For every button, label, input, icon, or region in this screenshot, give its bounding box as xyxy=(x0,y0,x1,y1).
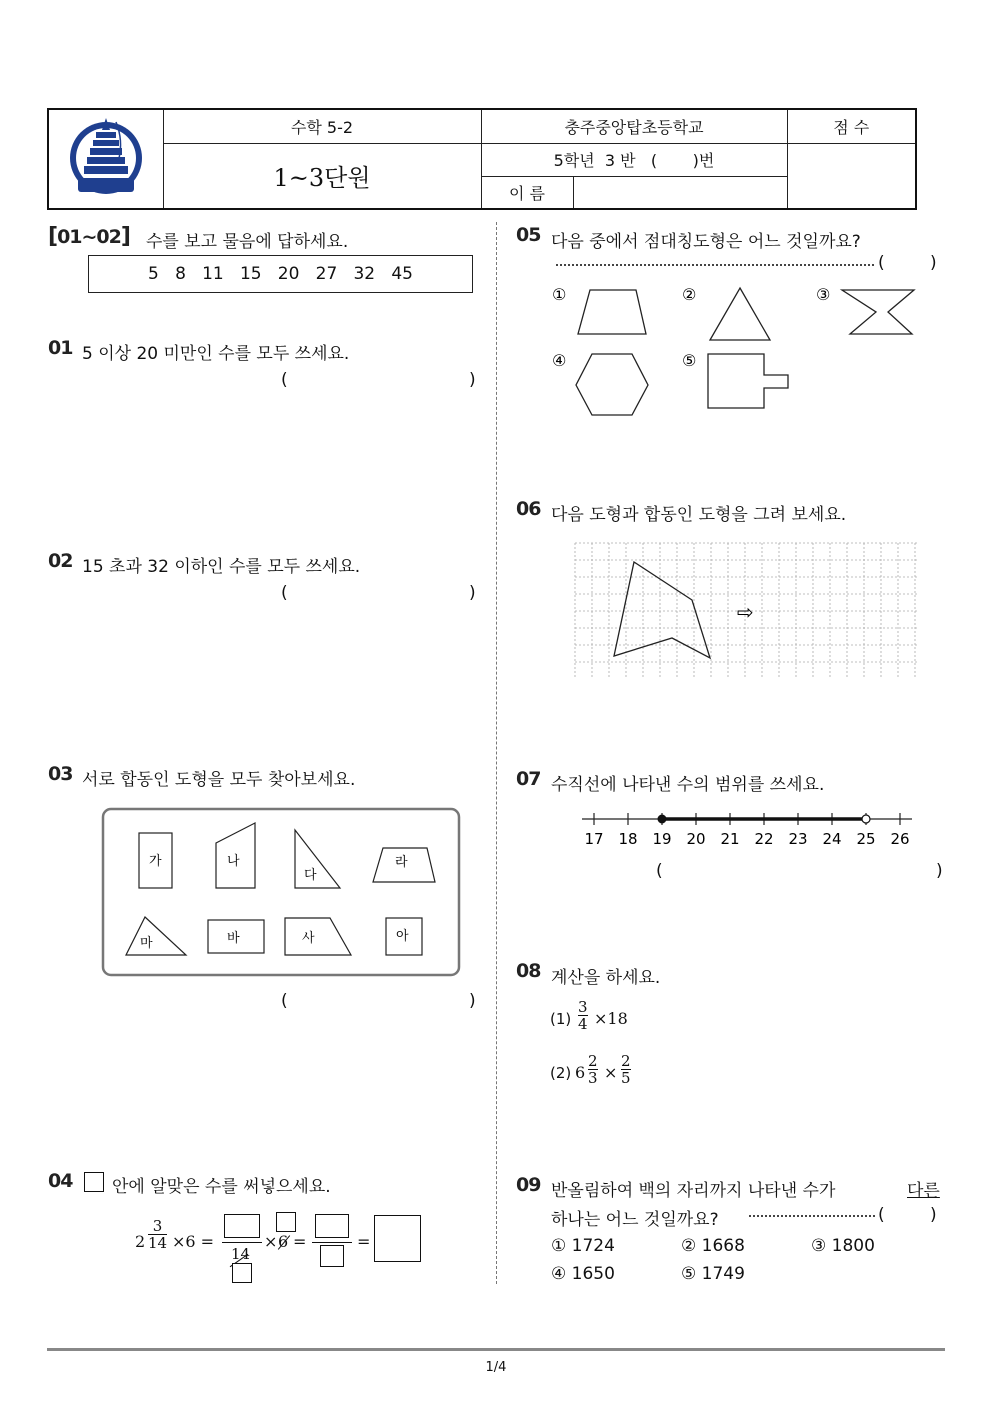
q08-p1-num: 3 xyxy=(578,998,588,1016)
shape-na-label: 나 xyxy=(227,854,240,869)
q05-bowtie xyxy=(842,290,914,334)
shape-a-label: 아 xyxy=(396,929,409,944)
q08-p1-fraction xyxy=(578,999,588,1032)
q09-text-2: 하나는 어느 것일까요? xyxy=(551,1210,719,1230)
q05-dotted-leader xyxy=(556,264,874,266)
shape-ra-label: 라 xyxy=(395,855,408,870)
q05-label-1: ① xyxy=(552,285,567,304)
q07-tick-label: 24 xyxy=(822,830,842,848)
q04-eq-1: = xyxy=(293,1232,307,1251)
name-input-cell[interactable] xyxy=(573,176,787,209)
q09-number: 09 xyxy=(516,1174,541,1196)
q08-p1-rest: ×18 xyxy=(594,1009,628,1028)
q04-blank-3[interactable] xyxy=(276,1212,296,1232)
q02-text: 15 초과 32 이하인 수를 모두 쓰세요. xyxy=(82,557,361,577)
q01-answer-close: ) xyxy=(469,370,476,390)
q04-blank-answer[interactable] xyxy=(374,1215,421,1262)
q03-answer-close: ) xyxy=(469,991,476,1011)
q06-original-shape xyxy=(614,562,710,658)
q08-p2-label: (2) xyxy=(550,1064,572,1082)
q09-option-4[interactable]: ④ 1650 xyxy=(551,1264,615,1284)
q07-answer-open: ( xyxy=(656,861,663,881)
q09-answer-close: ) xyxy=(930,1205,937,1225)
q06-number: 06 xyxy=(516,498,541,520)
q06-arrow-icon: ⇨ xyxy=(737,600,754,624)
q04-denominator: 14 xyxy=(148,1234,168,1252)
q05-label-3: ③ xyxy=(816,285,831,304)
class-cell: 5학년 3 반 ( )번 xyxy=(481,143,787,176)
q08-text: 계산을 하세요. xyxy=(551,968,661,988)
q04-blank-1[interactable] xyxy=(224,1214,260,1238)
q09-answer-open: ( xyxy=(878,1205,885,1225)
q08-p2-whole: 6 xyxy=(575,1063,586,1082)
name-label-cell: 이 름 xyxy=(481,176,573,209)
q07-number: 07 xyxy=(516,768,541,790)
footer-rule xyxy=(47,1348,945,1351)
q07-tick-label: 19 xyxy=(652,830,672,848)
score-label-cell: 점 수 xyxy=(787,109,916,143)
q02-answer-close: ) xyxy=(469,583,476,603)
q04-blank-icon xyxy=(84,1172,104,1192)
q08-number: 08 xyxy=(516,960,541,982)
shape-ga-label: 가 xyxy=(149,854,162,869)
q04-number: 04 xyxy=(48,1170,73,1192)
q05-shapes xyxy=(548,282,928,416)
q07-number-line xyxy=(580,806,916,854)
q04-frac-bar-2 xyxy=(312,1242,352,1243)
q09-option-1[interactable]: ① 1724 xyxy=(551,1236,615,1256)
q05-flag-shape xyxy=(708,354,788,408)
unit-cell xyxy=(163,143,481,209)
q03-answer-field[interactable] xyxy=(295,987,465,1015)
q02-answer-open: ( xyxy=(281,583,288,603)
q04-blank-4[interactable] xyxy=(315,1214,349,1238)
q07-closed-point xyxy=(658,815,666,823)
q07-tick-label: 17 xyxy=(584,830,604,848)
number-box xyxy=(88,255,473,293)
q08-p2-den2: 5 xyxy=(621,1069,631,1087)
q04-frac-bar-1 xyxy=(222,1242,262,1243)
page-number: 1/4 xyxy=(485,1360,507,1375)
q07-tick-label: 23 xyxy=(788,830,808,848)
unit-title: 1~3단원 xyxy=(273,164,371,193)
q03-shapes-panel xyxy=(100,806,462,978)
q05-label-5: ⑤ xyxy=(682,351,697,370)
school-logo-icon xyxy=(66,112,146,202)
q08-p2-fraction-2 xyxy=(621,1053,631,1086)
q02-number: 02 xyxy=(48,550,73,572)
q04-equation xyxy=(135,1212,435,1288)
column-divider xyxy=(496,222,497,1284)
q05-text: 다음 중에서 점대칭도형은 어느 것일까요? xyxy=(551,232,861,252)
q04-numerator: 3 xyxy=(152,1217,163,1235)
q08-p2-fraction-1 xyxy=(588,1053,598,1086)
q09-option-3[interactable]: ③ 1800 xyxy=(811,1236,875,1256)
q04-eq-2: = xyxy=(357,1232,371,1251)
q07-open-point xyxy=(862,815,870,823)
q05-number: 05 xyxy=(516,224,541,246)
q09-text-underlined: 다른 xyxy=(907,1181,940,1201)
score-cell[interactable] xyxy=(787,143,916,209)
shape-ba-label: 바 xyxy=(227,931,240,946)
q07-tick-label: 25 xyxy=(856,830,876,848)
q04-fraction xyxy=(148,1218,167,1251)
q04-six: 6 xyxy=(278,1232,289,1251)
q07-tick-label: 21 xyxy=(720,830,740,848)
q08-p2-den: 3 xyxy=(588,1069,598,1087)
q05-label-4: ④ xyxy=(552,351,567,370)
q05-label-2: ② xyxy=(682,285,697,304)
q07-answer-close: ) xyxy=(936,861,943,881)
q01-answer-open: ( xyxy=(281,370,288,390)
q05-triangle xyxy=(710,288,770,340)
q03-text: 서로 합동인 도형을 모두 찾아보세요. xyxy=(82,770,356,790)
q05-hexagon xyxy=(576,354,648,415)
q03-number: 03 xyxy=(48,763,73,785)
q05-answer-close: ) xyxy=(930,253,937,273)
q04-text: 안에 알맞은 수를 써넣으세요. xyxy=(112,1177,331,1197)
q01-02-text: 수를 보고 물음에 답하세요. xyxy=(146,232,349,252)
q08-p2-num: 2 xyxy=(588,1052,598,1070)
q09-option-5[interactable]: ⑤ 1749 xyxy=(681,1264,745,1284)
subject-cell: 수학 5-2 xyxy=(163,109,481,143)
q09-answer-field[interactable] xyxy=(890,1202,926,1228)
shape-sa-label: 사 xyxy=(302,931,315,946)
shape-da-label: 다 xyxy=(304,868,317,883)
q08-p1-label: (1) xyxy=(550,1010,572,1028)
q05-answer-open: ( xyxy=(878,253,885,273)
shape-ma-label: 마 xyxy=(140,936,153,951)
q04-blank-2[interactable] xyxy=(232,1263,252,1283)
q06-text: 다음 도형과 합동인 도형을 그려 보세요. xyxy=(551,505,847,525)
q07-text: 수직선에 나타낸 수의 범위를 쓰세요. xyxy=(551,775,825,795)
school-cell: 충주중앙탑초등학교 xyxy=(481,109,787,143)
q09-dotted-leader xyxy=(749,1215,875,1217)
q05-trapezoid xyxy=(578,290,646,334)
q07-tick-label: 26 xyxy=(890,830,910,848)
q07-tick-label: 22 xyxy=(754,830,774,848)
q08-p2-num2: 2 xyxy=(621,1052,631,1070)
q01-number: 01 xyxy=(48,337,73,359)
q04-whole: 2 xyxy=(135,1232,146,1251)
q04-blank-5[interactable] xyxy=(320,1245,344,1267)
q06-grid[interactable] xyxy=(574,542,920,680)
number-list: 5 8 11 15 20 27 32 45 xyxy=(148,264,413,284)
q03-answer-open: ( xyxy=(281,991,288,1011)
q01-answer-field[interactable] xyxy=(295,366,465,394)
q07-answer-field[interactable] xyxy=(670,857,930,885)
q04-den-14: 14 xyxy=(231,1245,251,1263)
q02-answer-field[interactable] xyxy=(295,579,465,607)
q09-text-1: 반올림하여 백의 자리까지 나타낸 수가 xyxy=(551,1181,836,1201)
q08-p1-den: 4 xyxy=(578,1015,588,1033)
q08-p2-times: × xyxy=(604,1063,618,1082)
q04-times-2: × xyxy=(264,1232,278,1251)
q07-tick-label: 20 xyxy=(686,830,706,848)
logo-text: 충주중앙탑 xyxy=(124,295,163,304)
q07-tick-label: 18 xyxy=(618,830,638,848)
q09-option-2[interactable]: ② 1668 xyxy=(681,1236,745,1256)
q05-answer-field[interactable] xyxy=(890,250,926,276)
q01-02-number: [01~02] xyxy=(48,224,130,249)
q04-times-six: ×6 = xyxy=(172,1232,215,1251)
q01-text: 5 이상 20 미만인 수를 모두 쓰세요. xyxy=(82,344,350,364)
